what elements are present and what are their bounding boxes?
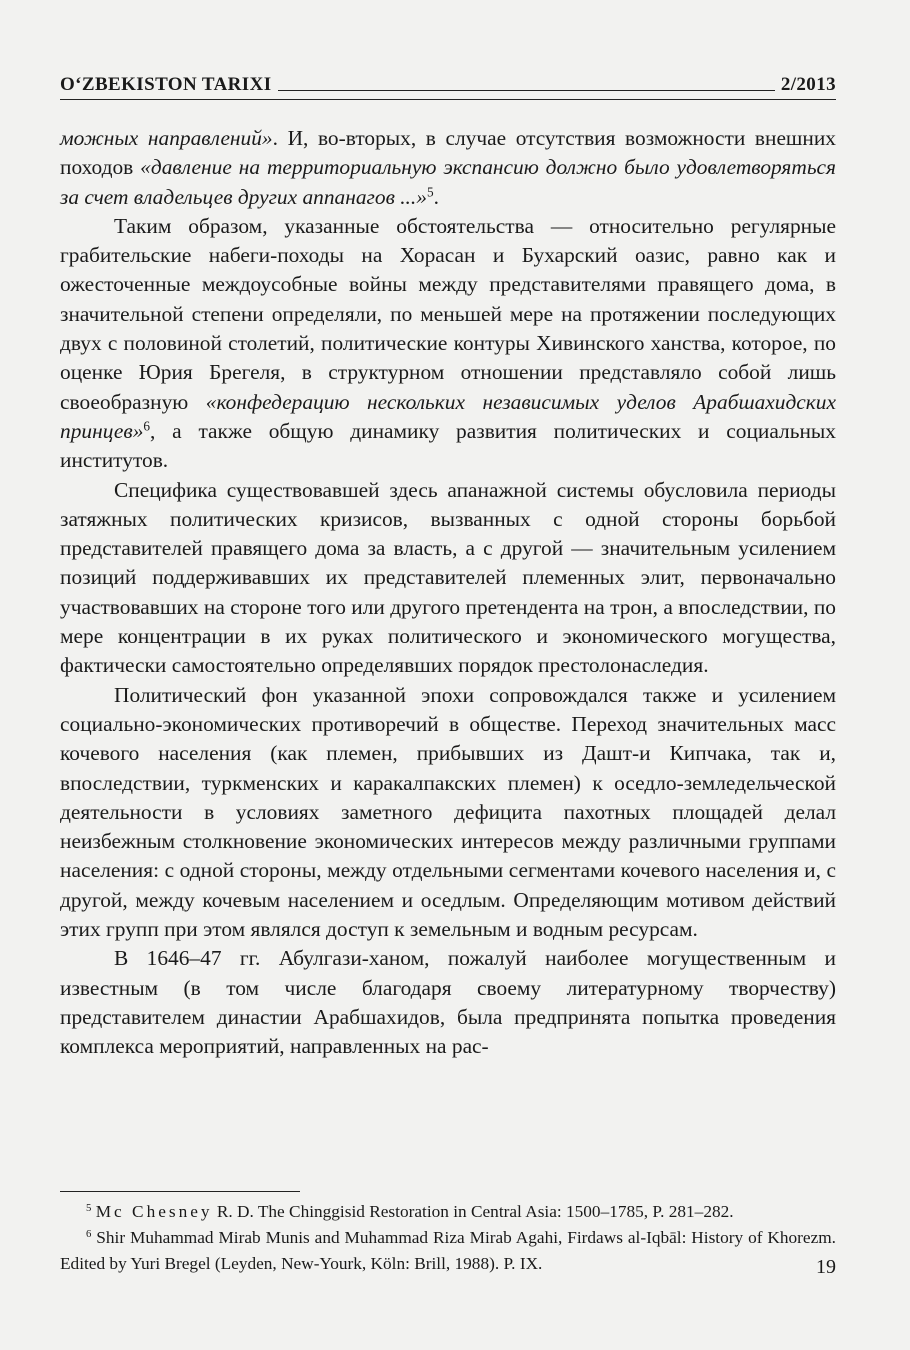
- journal-title: O‘ZBEKISTON TARIXI: [60, 74, 272, 95]
- footnote-text: Shir Muhammad Mirab Munis and Muhammad Riza Mirab Agahi, Firdaws al-Iqbāl: History of Khorezm. Edited by Yuri Bregel (Leyden, New-Yourk, Köln: Brill, 1988). P. IX.: [60, 1228, 836, 1273]
- footnote-author: Mc Chesney: [95, 1202, 213, 1221]
- paragraph-text: .: [433, 184, 439, 209]
- paragraph-3: Специфика существовавшей здесь апанажной системы обусловила периоды затяжных политических кризисов, вызванных с одной стороны борьбой представителей правящего дома за власть, а с другой — значительным усилением позиций поддерживавших их представителей племенных элит, первоначально участвовавших на стороне того или другого претендента на трон, а впоследствии, по мере концентрации в их руках политического и экономического могущества, фактически самостоятельно определявших порядок престолонаследия.: [60, 477, 836, 678]
- footnote-ref-6[interactable]: 6: [143, 418, 151, 434]
- footnote-number: 5: [86, 1202, 92, 1215]
- header-rule: [278, 90, 775, 91]
- paragraph-2: [60, 212, 836, 476]
- footnote-5: [60, 1199, 836, 1225]
- paragraph-text: Таким образом, указанные обстоятельства — относительно регулярные грабительские набеги-походы на Хорасан и Бухарский оазис, равно как и ожесточенные междоусобные войны между представителями правящего дома, в значительной степени определяли, по меньшей мере на протяжении последующих двух с половиной столетий, политические контуры Хивинского ханства, которое, по оценке Юрия Брегеля, в структурном отношении представляло собой лишь своеобразную: [60, 213, 836, 414]
- footnote-ref-5[interactable]: 5: [426, 184, 434, 200]
- page-number: 19: [816, 1256, 836, 1278]
- paragraph-text: . И, во-вторых, в случае отсутствия возможности внешних походов: [60, 126, 836, 180]
- running-header: [60, 66, 836, 96]
- footnote-number: 6: [86, 1228, 92, 1241]
- italic-quote: можных направлений»: [60, 126, 273, 150]
- paragraph-text: , а также общую динамику развития политических и социальных институтов.: [60, 418, 836, 473]
- footnote-text: R. D. The Chinggisid Restoration in Central Asia: 1500–1785, P. 281–282.: [212, 1202, 734, 1221]
- paragraph-5: В 1646–47 гг. Абулгази-ханом, пожалуй наиболее могущественным и известным (в том числе благодаря своему литературному творчеству) представителем династии Арабшахидов, была предпринята попытка проведения комплекса мероприятий, направленных на рас-: [60, 946, 836, 1059]
- paragraph-1: [60, 124, 836, 212]
- article-body: [60, 124, 836, 1062]
- footnotes: [60, 1199, 836, 1277]
- footnote-6: [60, 1225, 836, 1277]
- header-divider: [60, 99, 836, 100]
- italic-quote: «конфедерацию нескольких независимых уделов Арабшахидских принцев»: [60, 389, 836, 443]
- footnote-divider: [60, 1191, 300, 1192]
- issue-number: 2/2013: [780, 74, 836, 95]
- italic-quote: «давление на территориальную экспансию должно было удовлетворяться за счет владельцев других аппанагов ...»: [60, 155, 836, 209]
- paragraph-4: Политический фон указанной эпохи сопровождался также и усилением социально-экономических противоречий в обществе. Переход значительных масс кочевого населения (как племен, прибывших из Дашт-и Кипчака, так и, впоследствии, туркменских и каракалпакских племен) к оседло-земледельческой деятельности в условиях заметного дефицита пахотных площадей делал неизбежным столкновение экономических интересов между различными группами населения: с одной стороны, между отдельными сегментами кочевого населения и, с другой, между кочевым населением и оседлым. Определяющим мотивом действий этих групп при этом являлся доступ к земельным и водным ресурсам.: [60, 682, 836, 942]
